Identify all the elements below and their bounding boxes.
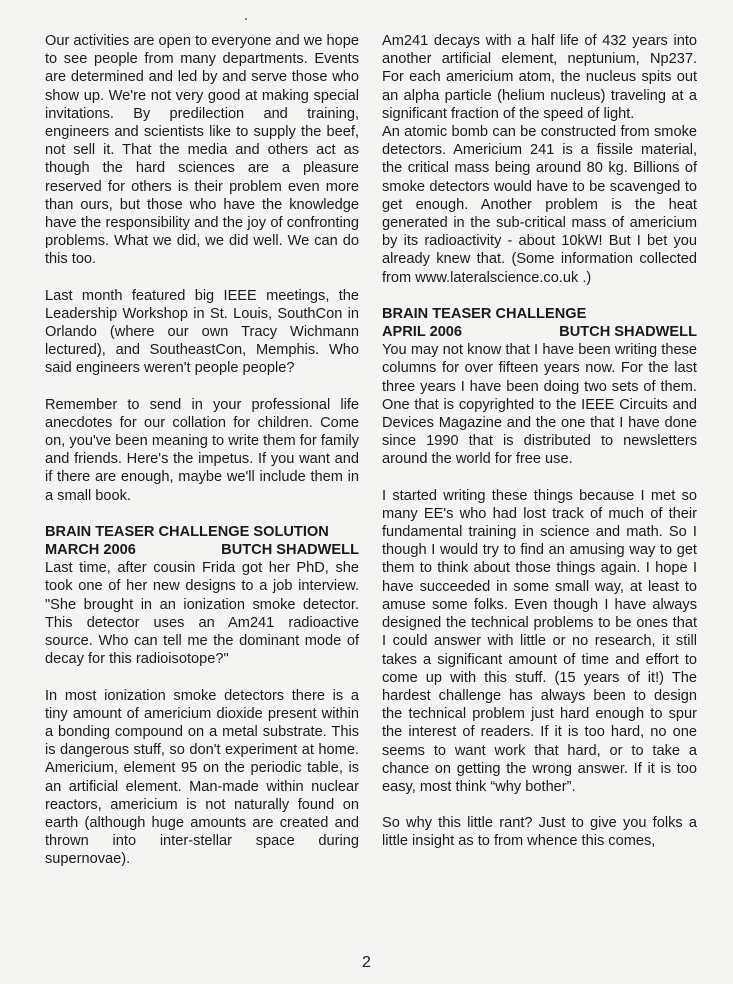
solution-question-paragraph: Last time, after cousin Frida got her PhD, she took one of her new designs to a job interview. "She brought in an ionization smoke detector. This detector uses an Am241 radioactive source. Who can tell me the dominant mode of decay for this radioisotope?" xyxy=(45,560,359,668)
columns-history-paragraph: You may not know that I have been writing these columns for over fifteen years now. For the last three years I have been doing two sets of them. One that is copyrighted to the IEEE Circuits and Devices Magazine and the one that I have done since 1990 that is distributed to newsletters around the world for free use. xyxy=(382,342,697,468)
anecdotes-paragraph: Remember to send in your professional life anecdotes for our collation for children. Come on, you've been meaning to write them for family and friends. Here's the impetus. If you want and if there are enough, maybe we'll include them in a small book. xyxy=(45,396,359,504)
challenge-title: BRAIN TEASER CHALLENGE xyxy=(382,305,587,322)
solution-section xyxy=(45,523,359,869)
challenge-date: APRIL 2006 xyxy=(382,324,463,341)
intro-paragraph: Our activities are open to everyone and we hope to see people from many departments. Events are determined and led by and serve those who show up. We're not very good at making special invitations. By predilection and training, engineers and scientists like to supply the beef, not sell it. That the media and others act as though the hard sciences are a pleasure reserved for others is their problem even more than ours, but those who have the knowledge have the responsibility and the joy of confronting problems. What we did, we did well. We can do this too. xyxy=(45,33,359,268)
decay-paragraph: Am241 decays with a half life of 432 years into another artificial element, neptunium, Np237. For each americium atom, the nucleus spits out an alpha particle (helium nucleus) traveling at a significant fraction of the speed of light. xyxy=(382,33,697,122)
solution-byline xyxy=(45,541,359,559)
solution-author: BUTCH SHADWELL xyxy=(221,542,359,559)
challenge-byline xyxy=(382,323,697,341)
left-column xyxy=(45,32,359,869)
meetings-paragraph: Last month featured big IEEE meetings, the Leadership Workshop in St. Louis, SouthCon in Orlando (where our own Tracy Wichmann lectured), and SoutheastCon, Memphis. Who said engineers weren't people people? xyxy=(45,287,359,377)
right-column xyxy=(382,32,697,851)
motivation-paragraph: I started writing these things because I met so many EE's who had lost track of much of their fundamental training in science and math. So I though I would try to find an amusing way to get them to think about those things again. I hope I have succeeded in some small way, at least to amuse some folks. Even though I have always designed the technical problems to be ones that I could answer with little or no research, it still takes a significant amount of time and effort to come up with this stuff. (15 years of it!) The hardest challenge has always been to design the technical problem just hard enough to spur the interest of readers. If it is too hard, no one seems to want work that hard, or to take a chance on getting the wrong answer. If it is too easy, most think “why bother”. xyxy=(382,487,697,795)
challenge-section xyxy=(382,305,697,851)
solution-answer-paragraph: In most ionization smoke detectors there is a tiny amount of americium dioxide present within a bonding compound on a metal substrate. This is dangerous stuff, so don't experiment at home. Americium, element 95 on the periodic table, is an artificial element. Man-made within nuclear reactors, americium is not naturally found on earth (although huge amounts are created and thrown into inter-stellar space during supernovae). xyxy=(45,687,359,868)
solution-title: BRAIN TEASER CHALLENGE SOLUTION xyxy=(45,523,329,540)
rant-paragraph: So why this little rant? Just to give you folks a little insight as to from whence this comes, xyxy=(382,815,697,850)
challenge-author: BUTCH SHADWELL xyxy=(559,324,697,341)
page-number: 2 xyxy=(362,954,371,971)
solution-date: MARCH 2006 xyxy=(45,542,136,559)
scan-speck xyxy=(245,18,247,20)
bomb-paragraph: An atomic bomb can be constructed from smoke detectors. Americium 241 is a fissile material, the critical mass being around 80 kg. Billions of smoke detectors would have to be scavenged to get enough. Another problem is the heat generated in the sub-critical mass of americium by its radioactivity - about 10kW! But I bet you already knew that. (Some information collected from www.lateralscience.co.uk .) xyxy=(382,124,697,286)
